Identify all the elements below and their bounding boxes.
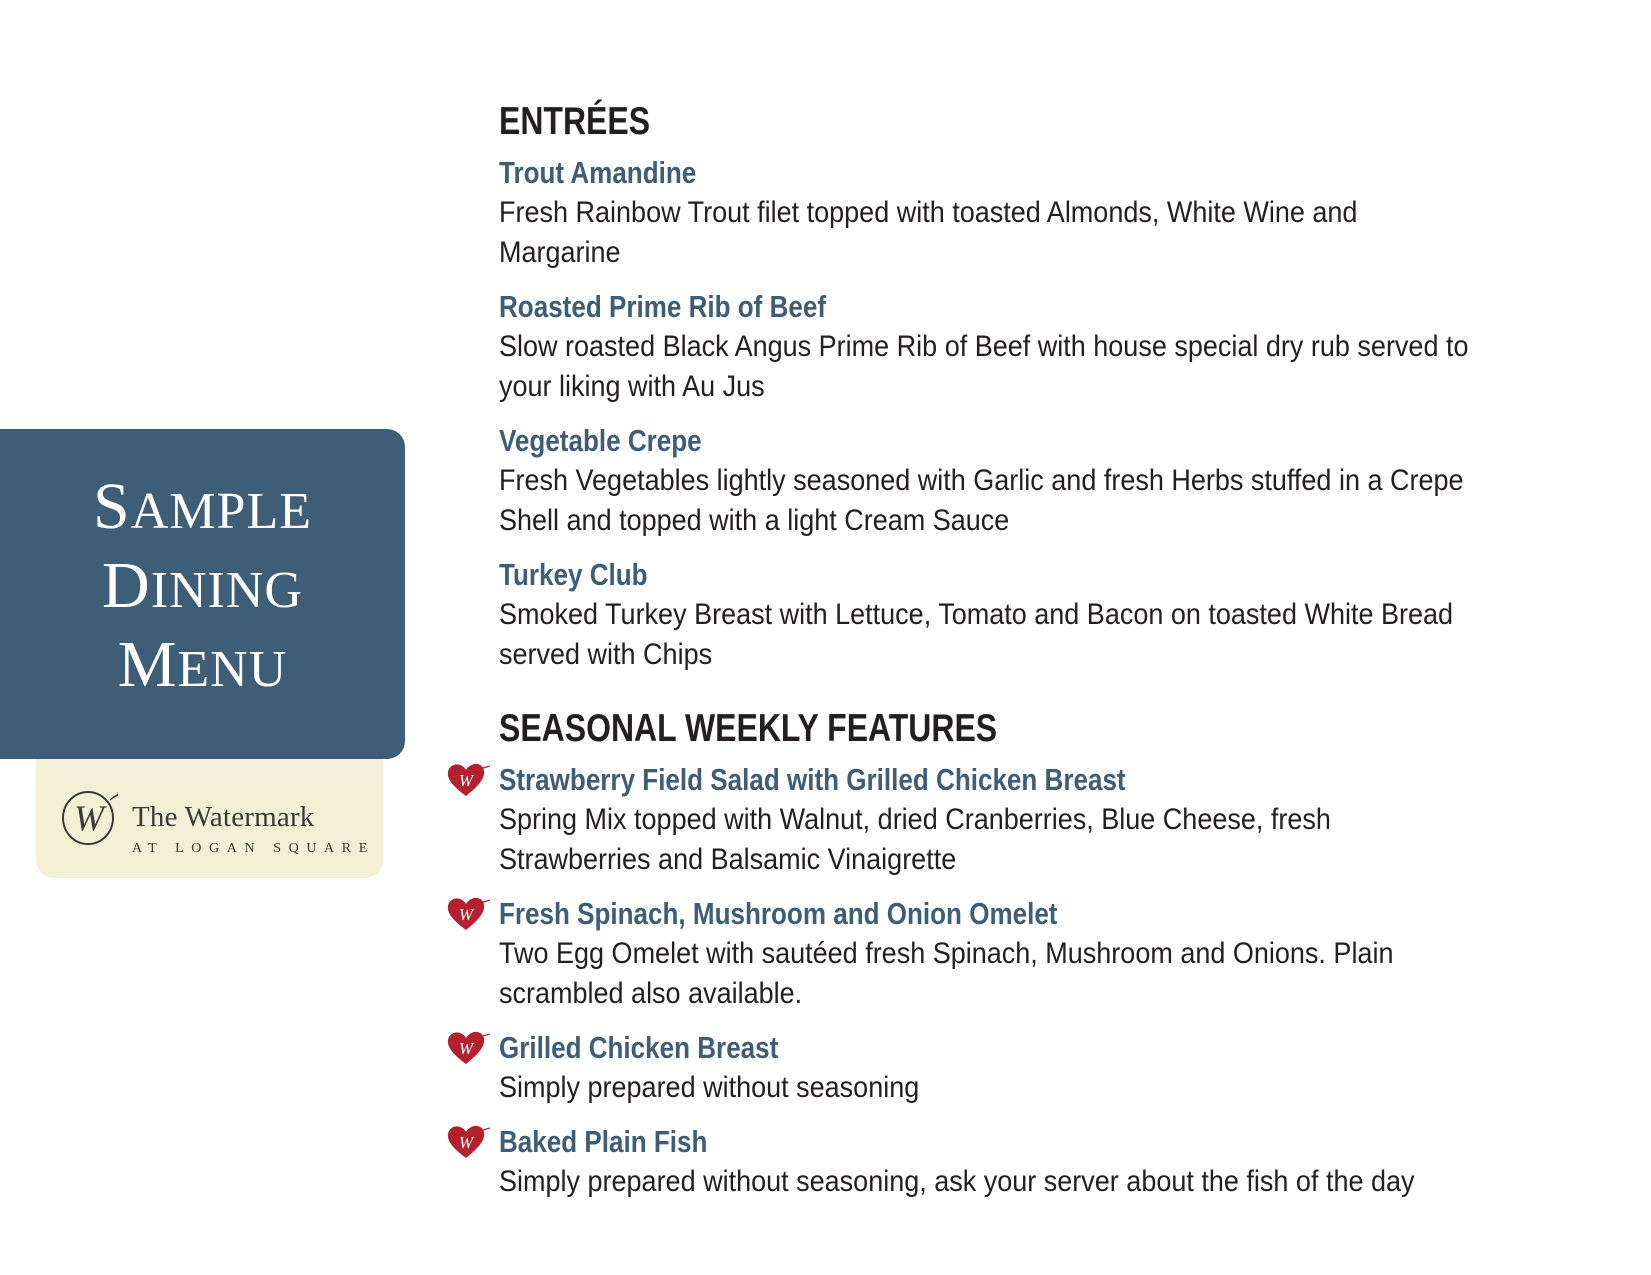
menu-item <box>458 1028 1619 1108</box>
title-line-1 <box>93 469 312 555</box>
menu-item <box>458 894 1619 1014</box>
title-line-3 <box>117 627 288 713</box>
menu-item <box>499 153 1619 273</box>
features-heading: SEASONAL WEEKLY FEATURES <box>499 707 998 750</box>
item-name: Trout Amandine <box>499 155 697 190</box>
logo-name: The Watermark <box>132 801 315 833</box>
item-name: Fresh Spinach, Mushroom and Onion Omelet <box>499 896 1058 931</box>
svg-text:W: W <box>458 771 474 790</box>
svg-text:W: W <box>458 1039 474 1058</box>
item-name: Strawberry Field Salad with Grilled Chicken Breast <box>499 762 1126 797</box>
menu-item <box>458 760 1619 880</box>
watermark-logo-icon <box>60 786 118 848</box>
title-rest: AMPLE <box>130 482 312 540</box>
item-description: Two Egg Omelet with sautéed fresh Spinach, Mushroom and Onions. Plain scrambled also available. <box>499 937 1394 1010</box>
item-description: Smoked Turkey Breast with Lettuce, Tomato and Bacon on toasted White Bread served with Chips <box>499 598 1454 671</box>
menu-column <box>458 96 1619 1202</box>
menu-item <box>499 287 1619 407</box>
item-name: Turkey Club <box>499 557 648 592</box>
svg-text:W: W <box>74 798 104 838</box>
heart-icon <box>446 1030 490 1066</box>
title-cap: S <box>93 469 131 543</box>
item-description: Simply prepared without seasoning, ask your server about the fish of the day <box>499 1165 1415 1198</box>
svg-text:W: W <box>458 905 474 924</box>
entrees-heading: ENTRÉES <box>499 100 651 143</box>
logo-panel <box>36 759 383 878</box>
menu-item <box>458 1122 1619 1202</box>
item-description: Spring Mix topped with Walnut, dried Cranberries, Blue Cheese, fresh Strawberries and Balsamic Vinaigrette <box>499 803 1331 876</box>
menu-item <box>499 555 1619 675</box>
item-name: Grilled Chicken Breast <box>499 1030 779 1065</box>
item-description: Fresh Vegetables lightly seasoned with Garlic and fresh Herbs stuffed in a Crepe Shell and topped with a light Cream Sauce <box>499 464 1464 537</box>
logo-subtitle: AT LOGAN SQUARE <box>132 841 375 856</box>
title-cap: M <box>117 627 178 701</box>
item-name: Baked Plain Fish <box>499 1124 708 1159</box>
title-line-2 <box>102 548 303 634</box>
item-name: Vegetable Crepe <box>499 423 702 458</box>
svg-text:W: W <box>458 1133 474 1152</box>
menu-item <box>499 421 1619 541</box>
heart-icon <box>446 1124 490 1160</box>
title-panel <box>0 429 405 759</box>
item-description: Simply prepared without seasoning <box>499 1071 920 1104</box>
item-name: Roasted Prime Rib of Beef <box>499 289 827 324</box>
item-description: Fresh Rainbow Trout filet topped with toasted Almonds, White Wine and Margarine <box>499 196 1358 269</box>
title-cap: D <box>102 548 151 622</box>
title-rest: INING <box>150 561 303 619</box>
heart-icon <box>446 762 490 798</box>
heart-icon <box>446 896 490 932</box>
title-rest: ENU <box>177 640 288 698</box>
item-description: Slow roasted Black Angus Prime Rib of Beef with house special dry rub served to your liking with Au Jus <box>499 330 1469 403</box>
